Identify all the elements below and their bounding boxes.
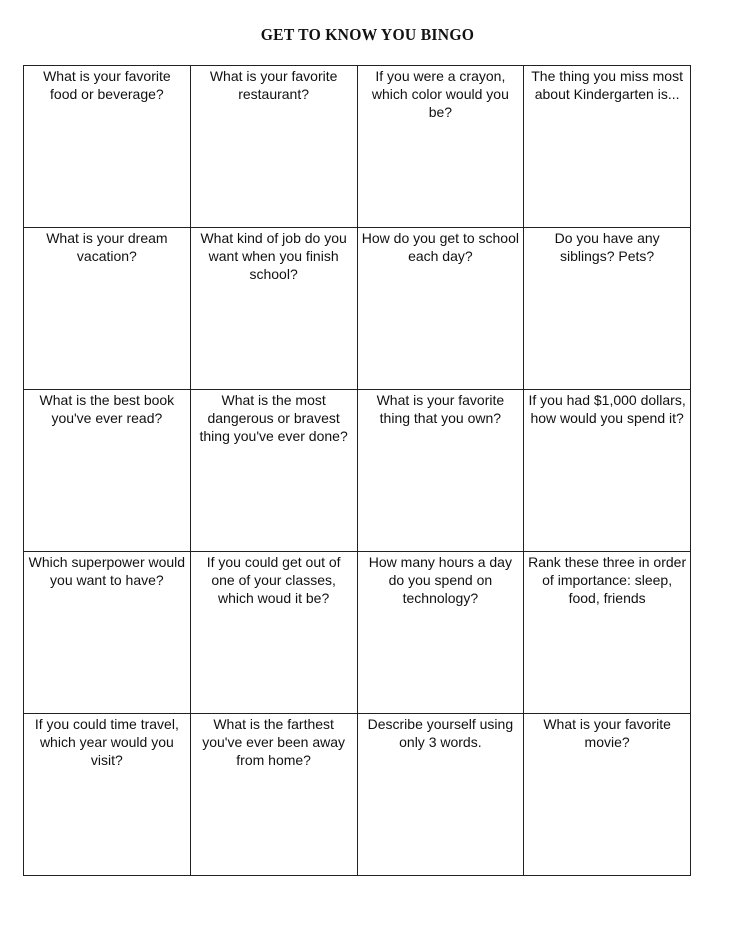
bingo-cell: What is your favorite restaurant?: [191, 66, 358, 228]
page-title: GET TO KNOW YOU BINGO: [260, 25, 475, 44]
bingo-cell: How many hours a day do you spend on technology?: [358, 552, 525, 714]
bingo-cell: What is your favorite food or beverage?: [24, 66, 191, 228]
bingo-cell: If you could get out of one of your classes, which woud it be?: [191, 552, 358, 714]
bingo-cell: What is your favorite thing that you own?: [358, 390, 525, 552]
bingo-cell: The thing you miss most about Kindergarten is...: [524, 66, 691, 228]
bingo-cell: Rank these three in order of importance: sleep, food, friends: [524, 552, 691, 714]
bingo-grid: [23, 65, 691, 876]
bingo-cell: If you had $1,000 dollars, how would you spend it?: [524, 390, 691, 552]
bingo-cell: What is the best book you've ever read?: [24, 390, 191, 552]
bingo-cell: What is your favorite movie?: [524, 714, 691, 876]
bingo-cell: What kind of job do you want when you finish school?: [191, 228, 358, 390]
bingo-cell: What is the farthest you've ever been away from home?: [191, 714, 358, 876]
bingo-cell: Do you have any siblings? Pets?: [524, 228, 691, 390]
bingo-cell: What is your dream vacation?: [24, 228, 191, 390]
bingo-cell: Which superpower would you want to have?: [24, 552, 191, 714]
bingo-cell: If you were a crayon, which color would you be?: [358, 66, 525, 228]
bingo-cell: What is the most dangerous or bravest thing you've ever done?: [191, 390, 358, 552]
bingo-cell: How do you get to school each day?: [358, 228, 525, 390]
bingo-cell: If you could time travel, which year would you visit?: [24, 714, 191, 876]
bingo-cell: Describe yourself using only 3 words.: [358, 714, 525, 876]
